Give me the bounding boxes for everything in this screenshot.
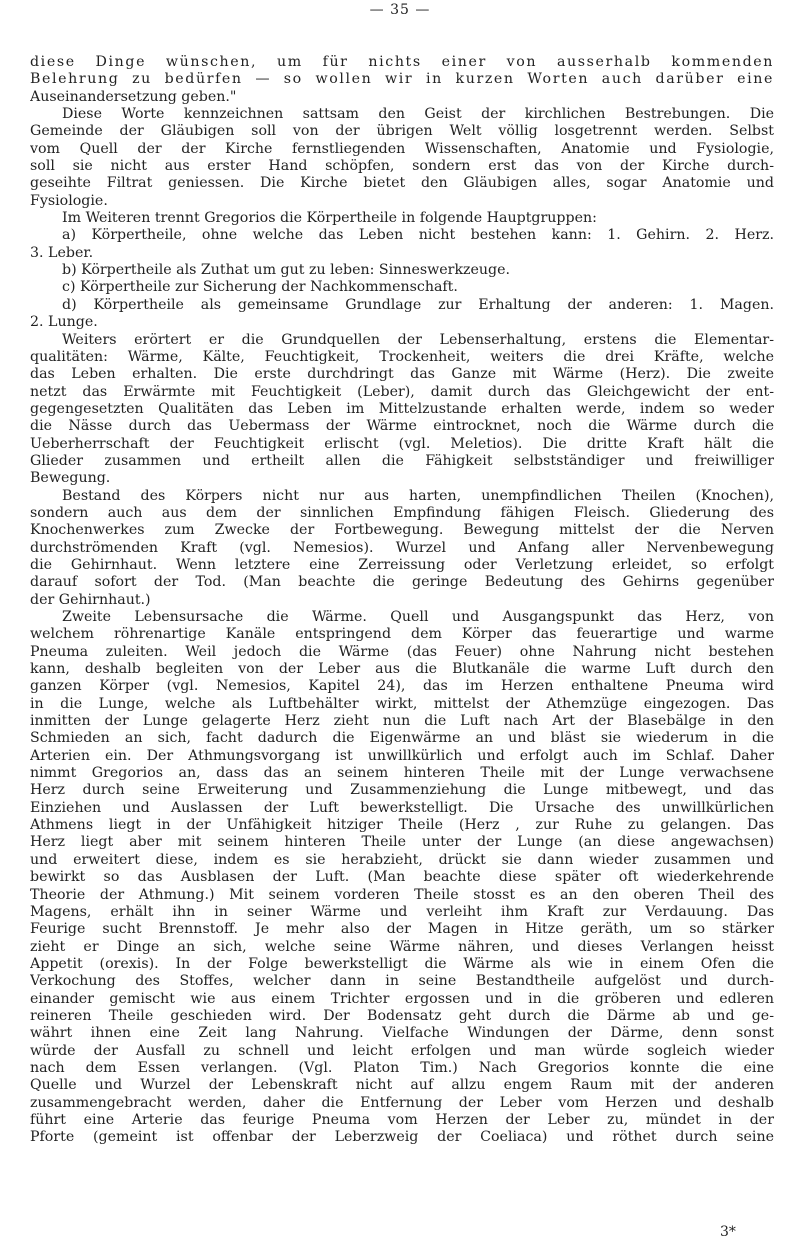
text-line: bewirkt so das Ausblasen der Luft. (Man beachte diese später oft wiederkehrende: [30, 869, 774, 886]
text-line: führt eine Arterie das feurige Pneuma vom Herzen der Leber zu, mündet in der: [30, 1111, 774, 1128]
text-line: soll sie nicht aus erster Hand schöpfen, sondern erst das von der Kirche durch-: [30, 158, 774, 175]
text-line: netzt das Erwärmte mit Feuchtigkeit (Leber), damit durch das Gleichgewicht der ent-: [30, 383, 774, 400]
page-number-header: — 35 —: [369, 2, 431, 18]
text-line: Diese Worte kennzeichnen sattsam den Geist der kirchlichen Bestrebungen. Die: [62, 106, 774, 123]
text-line: Im Weiteren trennt Gregorios die Körpertheile in folgende Hauptgruppen:: [62, 210, 597, 227]
text-line: Pforte (gemeint ist offenbar der Leberzweig der Coeliaca) und röthet durch seine: [30, 1129, 774, 1146]
text-line: einander gemischt wie aus einem Trichter ergossen und in die gröberen und edleren: [30, 990, 774, 1007]
text-line: die Gehirnhaut. Wenn letztere eine Zerreissung oder Verletzung erleidet, so erfolgt: [30, 556, 774, 573]
text-line: inmitten der Lunge gelagerte Herz zieht nun die Luft nach Art der Blasebälge in den: [30, 713, 774, 730]
text-line: vom Quell der der Kirche fernstliegenden Wissenschaften, Anatomie und Fysiologie,: [30, 140, 774, 157]
text-line: Zweite Lebensursache die Wärme. Quell und Ausgangspunkt das Herz, von: [62, 609, 774, 625]
text-line: Verkochung des Stoffes, welcher dann in seine Bestandtheile aufgelöst und durch-: [30, 973, 774, 990]
text-line: ganzen Körper (vgl. Nemesios, Kapitel 24), das im Herzen enthaltene Pneuma wird: [30, 678, 774, 695]
text-line: Arterien ein. Der Athmungsvorgang ist unwillkürlich und erfolgt auch im Schlaf. Daher: [30, 747, 774, 764]
text-line: und erweitert diese, indem es sie herabzieht, drückt sie dann wieder zusammen und: [30, 851, 774, 868]
text-line: kann, deshalb begleiten von der Leber aus die Blutkanäle die warme Luft durch den: [30, 661, 774, 678]
text-line: Glieder zusammen und ertheilt allen die Fähigkeit selbstständiger und freiwilliger: [30, 452, 774, 469]
text-line: Athmens liegt in der Unfähigkeit hitziger Theile (Herz , zur Ruhe zu gelangen. Das: [30, 817, 774, 834]
text-line: geseihte Filtrat geniessen. Die Kirche bietet den Gläubigen alles, sogar Anatomie und: [30, 175, 774, 192]
text-line: c) Körpertheile zur Sicherung der Nachkommenschaft.: [62, 279, 458, 296]
text-line: das Leben erhalten. Die erste durchdringt das Ganze mit Wärme (Herz). Die zweite: [30, 366, 774, 383]
text-line: würde der Ausfall zu schnell und leicht erfolgen und man würde sogleich wieder: [30, 1042, 774, 1059]
text-line: diese Dinge wünschen, um für nichts einer von ausserhalb kommenden: [30, 54, 774, 70]
text-line: zieht er Dinge an sich, welche seine Wärme nähren, und dieses Verlangen heisst: [30, 938, 774, 955]
text-line: Theorie der Athmung.) Mit seinem vorderen Theile stosst es an den oberen Theil des: [30, 886, 774, 903]
text-line: Gemeinde der Gläubigen soll von der übrigen Welt völlig losgetrennt werden. Selbst: [30, 123, 774, 140]
text-line: in die Lunge, welche als Luftbehälter wirkt, mittelst der Athemzüge eingezogen. Das: [30, 695, 774, 712]
text-line: nach dem Essen verlangen. (Vgl. Platon Tim.) Nach Gregorios konnte die eine: [30, 1059, 774, 1076]
text-line: Weiters erörtert er die Grundquellen der Lebenserhaltung, erstens die Elementar-: [62, 331, 774, 348]
text-line: a) Körpertheile, ohne welche das Leben nicht bestehen kann: 1. Gehirn. 2. Herz.: [62, 227, 774, 244]
text-line: Pneuma zuleiten. Weil jedoch die Wärme (das Feuer) ohne Nahrung nicht bestehen: [30, 643, 774, 660]
text-line: Quelle und Wurzel der Lebenskraft nicht auf allzu engem Raum mit der anderen: [30, 1077, 774, 1094]
text-line: d) Körpertheile als gemeinsame Grundlage zur Erhaltung der anderen: 1. Magen.: [62, 296, 774, 313]
text-line: Knochenwerkes zum Zwecke der Fortbewegung. Bewegung mittelst der die Nerven: [30, 522, 774, 539]
text-line: qualitäten: Wärme, Kälte, Feuchtigkeit, Trockenheit, weiters die drei Kräfte, welche: [30, 348, 774, 365]
text-line: Einziehen und Auslassen der Luft bewerkstelligt. Die Ursache des unwillkürlichen: [30, 799, 774, 816]
text-line: sondern auch aus dem der sinnlichen Empfindung fähigen Fleisch. Gliederung des: [30, 504, 774, 521]
text-line: reineren Theile geschieden wird. Der Bodensatz geht durch die Därme ab und ge-: [30, 1007, 774, 1024]
text-line: darauf sofort der Tod. (Man beachte die geringe Bedeutung des Gehirns gegenüber: [30, 574, 774, 591]
text-line: Appetit (orexis). In der Folge bewerkstelligt die Wärme als wie in einem Ofen die: [30, 955, 774, 972]
text-line: nimmt Gregorios an, dass das an seinem hinteren Theile mit der Lunge verwachsene: [30, 765, 774, 782]
text-line: Belehrung zu bedürfen — so wollen wir in kurzen Worten auch darüber eine: [30, 71, 774, 88]
text-line: Schmieden an sich, facht dadurch die Eigenwärme an und bläst sie wiederum in die: [30, 730, 774, 747]
text-line: 3. Leber.: [30, 244, 94, 261]
text-line: gegengesetzten Qualitäten das Leben im Mittelzustande erhalten werde, indem so weder: [30, 400, 774, 417]
text-line: Fysiologie.: [30, 192, 108, 209]
text-line: Herz liegt aber mit seinem hinteren Theile unter der Lunge (an diese angewachsen): [30, 834, 774, 851]
body-text: [30, 54, 774, 1147]
text-line: währt ihnen eine Zeit lang Nahrung. Vielfache Windungen der Därme, denn sonst: [30, 1025, 774, 1042]
text-line: Herz durch seine Erweiterung und Zusammenziehung die Lunge mitbewegt, und das: [30, 782, 774, 799]
text-line: Ueberherrschaft der Feuchtigkeit erlischt (vgl. Meletios). Die dritte Kraft hält die: [30, 435, 774, 452]
text-line: b) Körpertheile als Zuthat um gut zu leben: Sinneswerkzeuge.: [62, 262, 511, 279]
text-line: Bewegung.: [30, 470, 111, 487]
text-line: Feurige sucht Brennstoff. Je mehr also der Magen in Hitze geräth, um so stärker: [30, 921, 774, 938]
text-line: Auseinandersetzung geben.": [30, 88, 237, 105]
text-line: welchem röhrenartige Kanäle entspringend dem Körper das feuerartige und warme: [30, 626, 774, 643]
text-line: die Nässe durch das Uebermass der Wärme eintrocknet, noch die Wärme durch die: [30, 418, 774, 435]
text-line: zusammengebracht werden, daher die Entfernung der Leber vom Herzen und deshalb: [30, 1094, 774, 1111]
text-line: 2. Lunge.: [30, 314, 98, 331]
text-line: Magens, erhält ihn in seiner Wärme und verleiht ihm Kraft zur Verdauung. Das: [30, 903, 774, 920]
text-line: der Gehirnhaut.): [30, 591, 151, 608]
text-line: Bestand des Körpers nicht nur aus harten, unempfindlichen Theilen (Knochen),: [62, 487, 774, 504]
signature-mark: 3*: [720, 1224, 736, 1240]
text-line: durchströmenden Kraft (vgl. Nemesios). Wurzel und Anfang aller Nervenbewegung: [30, 539, 774, 556]
